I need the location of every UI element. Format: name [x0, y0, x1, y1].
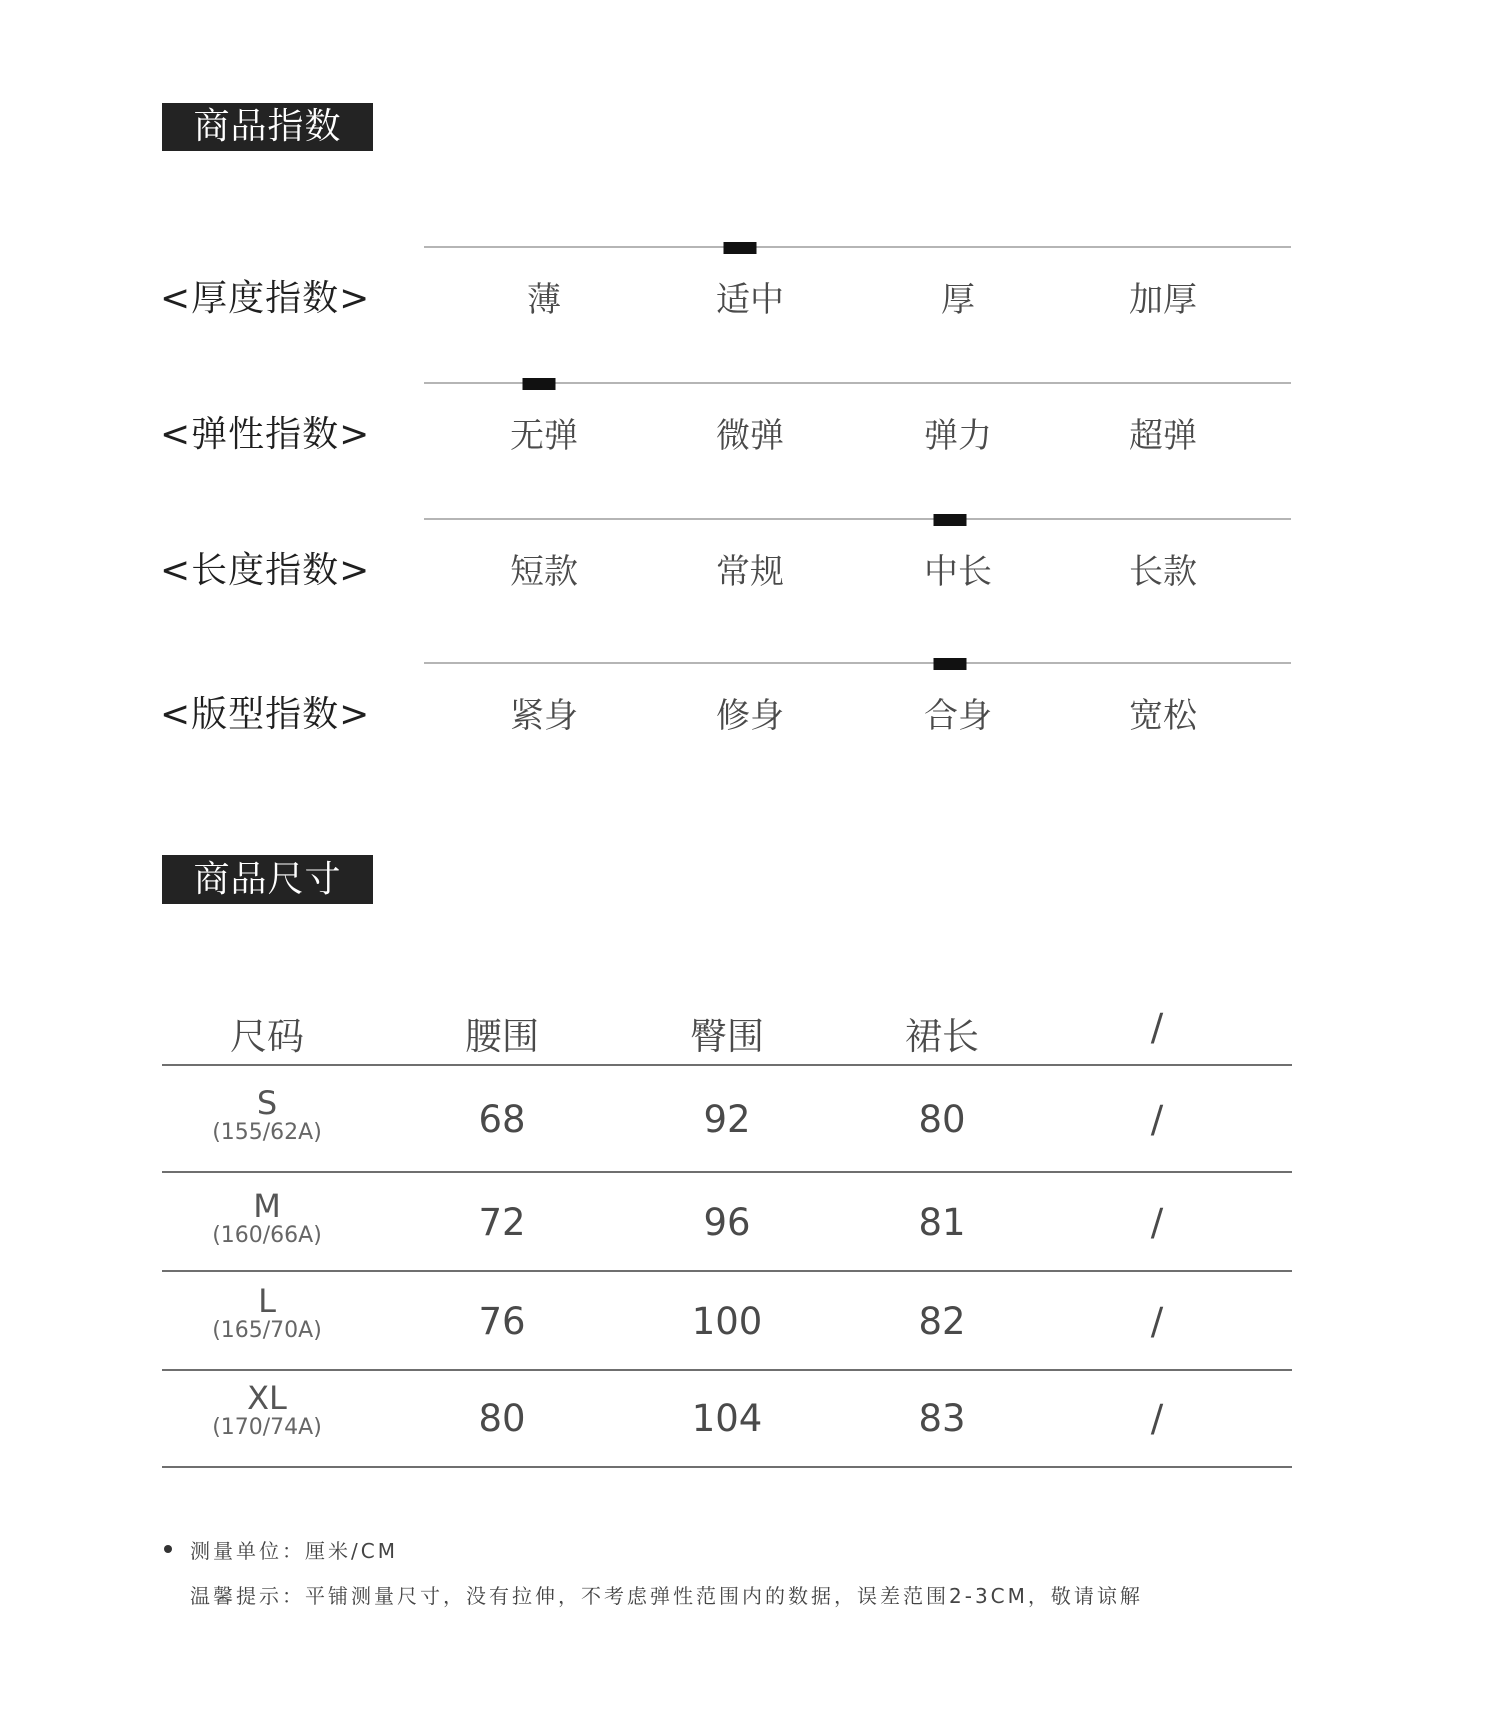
- length-cell: 82: [918, 1300, 966, 1343]
- waist-cell: 72: [478, 1201, 526, 1244]
- size-cell: [167, 1381, 367, 1441]
- length-index-marker: [934, 514, 967, 526]
- thickness-index-track: [424, 246, 1291, 248]
- length-option-long: 长款: [1129, 552, 1197, 592]
- section-title-product-size: 商品尺寸: [162, 855, 373, 904]
- length-option-midi: 中长: [924, 552, 992, 592]
- measurement-unit-note: 测量单位：厘米/CM: [190, 1539, 398, 1563]
- thickness-index-marker: [724, 242, 757, 254]
- size-table-header-row: [162, 990, 1292, 1066]
- table-row: [162, 1066, 1292, 1173]
- extra-cell: /: [1150, 1201, 1164, 1244]
- waist-cell: 68: [478, 1098, 526, 1141]
- size-spec: (165/70A): [212, 1318, 322, 1343]
- thickness-option-extra-thick: 加厚: [1129, 280, 1197, 320]
- fit-option-fitted: 合身: [924, 696, 992, 736]
- size-cell: [167, 1086, 367, 1146]
- size-cell: [167, 1189, 367, 1249]
- elasticity-option-super: 超弹: [1129, 416, 1197, 456]
- size-cell: [167, 1284, 367, 1344]
- elasticity-index-label: <弹性指数>: [160, 414, 371, 455]
- fit-option-loose: 宽松: [1129, 696, 1197, 736]
- header-extra: /: [1150, 1006, 1164, 1049]
- size-spec: (160/66A): [212, 1223, 322, 1248]
- size-code: S: [256, 1084, 278, 1122]
- elasticity-index-row: [0, 382, 1500, 456]
- hip-cell: 100: [691, 1300, 763, 1343]
- extra-cell: /: [1150, 1397, 1164, 1440]
- thickness-index-label: <厚度指数>: [160, 278, 371, 319]
- elasticity-option-none: 无弹: [510, 416, 578, 456]
- length-index-track: [424, 518, 1291, 520]
- measurement-tip-note: 温馨提示：平铺测量尺寸，没有拉伸，不考虑弹性范围内的数据，误差范围2-3CM，敬请谅解: [190, 1584, 1143, 1608]
- table-row: [162, 1272, 1292, 1371]
- extra-cell: /: [1150, 1300, 1164, 1343]
- header-hip: 臀围: [690, 1015, 764, 1058]
- size-table: [162, 990, 1292, 1468]
- hip-cell: 96: [703, 1201, 751, 1244]
- header-skirt-length: 裙长: [905, 1015, 979, 1058]
- header-waist: 腰围: [465, 1015, 539, 1058]
- length-option-short: 短款: [510, 552, 578, 592]
- table-row: [162, 1173, 1292, 1272]
- length-cell: 83: [918, 1397, 966, 1440]
- table-row: [162, 1371, 1292, 1468]
- fit-option-slim: 修身: [716, 696, 784, 736]
- bullet-icon: [164, 1545, 172, 1553]
- size-code: M: [253, 1187, 281, 1225]
- hip-cell: 92: [703, 1098, 751, 1141]
- size-code: L: [258, 1282, 276, 1320]
- thickness-option-thick: 厚: [941, 280, 975, 320]
- fit-option-tight: 紧身: [510, 696, 578, 736]
- elasticity-option-stretch: 弹力: [924, 416, 992, 456]
- header-size: 尺码: [230, 1015, 304, 1058]
- elasticity-index-marker: [523, 378, 556, 390]
- length-option-regular: 常规: [716, 552, 784, 592]
- waist-cell: 76: [478, 1300, 526, 1343]
- length-index-label: <长度指数>: [160, 550, 371, 591]
- size-code: XL: [247, 1379, 287, 1417]
- fit-index-row: [0, 662, 1500, 736]
- size-spec: (170/74A): [212, 1415, 322, 1440]
- thickness-index-row: [0, 246, 1500, 320]
- thickness-option-medium: 适中: [716, 280, 784, 320]
- elasticity-option-slight: 微弹: [716, 416, 784, 456]
- waist-cell: 80: [478, 1397, 526, 1440]
- section-title-product-index: 商品指数: [162, 103, 373, 151]
- length-cell: 81: [918, 1201, 966, 1244]
- fit-index-marker: [934, 658, 967, 670]
- size-spec: (155/62A): [212, 1120, 322, 1145]
- fit-index-label: <版型指数>: [160, 694, 371, 735]
- length-cell: 80: [918, 1098, 966, 1141]
- hip-cell: 104: [691, 1397, 763, 1440]
- elasticity-index-track: [424, 382, 1291, 384]
- thickness-option-thin: 薄: [527, 280, 561, 320]
- length-index-row: [0, 518, 1500, 592]
- extra-cell: /: [1150, 1098, 1164, 1141]
- fit-index-track: [424, 662, 1291, 664]
